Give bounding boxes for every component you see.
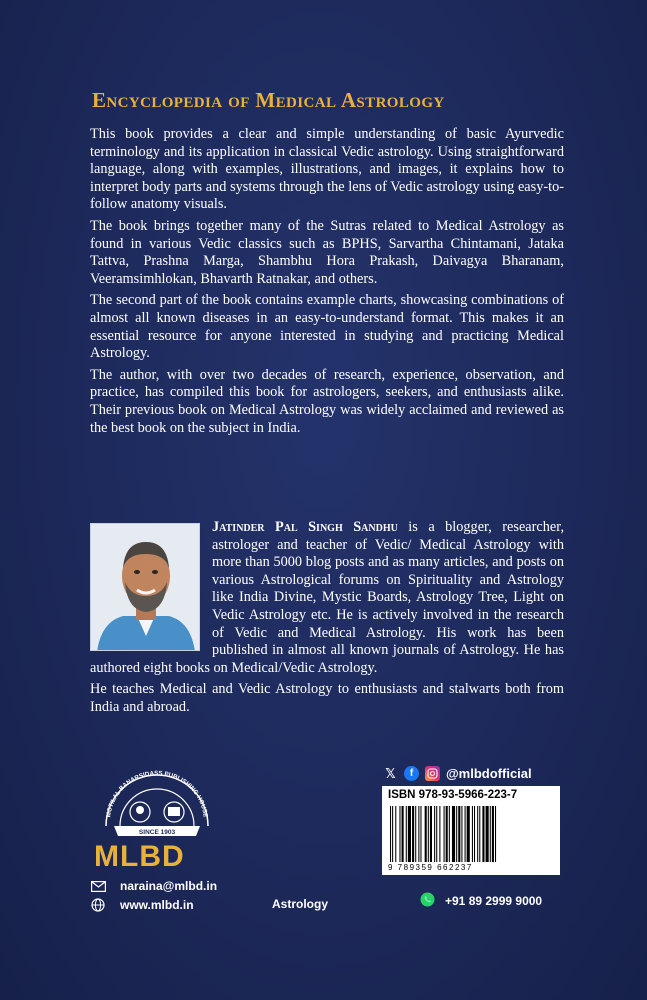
- book-category: Astrology: [272, 897, 329, 911]
- barcode-bar: [444, 806, 445, 862]
- barcode-bar: [415, 806, 416, 862]
- barcode-bar: [399, 806, 400, 862]
- barcode-bar: [482, 806, 484, 862]
- barcode-bar: [392, 806, 393, 862]
- logo-since-text: SINCE 1903: [138, 829, 176, 836]
- barcode-bar: [446, 806, 448, 862]
- globe-icon: [90, 898, 106, 912]
- description-paragraph: The second part of the book contains example charts, showcasing combinations of almost all known diseases in an easy-to-understand format. This makes it an essential resource for anyone interested in studying and practicing Medical Astrology.: [90, 292, 564, 362]
- barcode-bar: [428, 806, 429, 862]
- phone-number[interactable]: +91 89 2999 9000: [445, 894, 543, 908]
- author-bio: [90, 519, 564, 717]
- barcode-bar: [495, 806, 496, 862]
- author-bio-tail: He teaches Medical and Vedic Astrology to enthusiasts and stalwarts both from India and abroad.: [90, 681, 564, 715]
- mail-icon: [90, 879, 106, 893]
- facebook-icon[interactable]: f: [404, 766, 419, 781]
- barcode-bar: [434, 806, 435, 862]
- barcode-bar: [412, 806, 414, 862]
- instagram-icon[interactable]: [425, 766, 440, 781]
- description-paragraph: This book provides a clear and simple understanding of basic Ayurvedic terminology and its application in classical Vedic astrology. Using straightforward language, along with examples, illustrations, and images, it explains how to interpret body parts and systems through the lens of Vedic astrology using easy-to-follow anatomy visuals.: [90, 126, 564, 213]
- book-description: [90, 126, 564, 441]
- book-title: Encyclopedia of Medical Astrology: [92, 88, 445, 112]
- description-paragraph: The book brings together many of the Sutras related to Medical Astrology as found in various Vedic classics such as BPHS, Sarvartha Chintamani, Jataka Tattva, Prashna Marga, Shambhu Hora Prakash, Daivagya Bharanam, Veeramsimhlokan, Bhavarth Ratnakar, and others.: [90, 217, 564, 287]
- barcode-bar: [474, 806, 475, 862]
- barcode-bar: [395, 806, 396, 862]
- barcode-bar: [452, 806, 455, 862]
- website-row: [90, 897, 194, 913]
- whatsapp-icon: [420, 892, 435, 910]
- description-paragraph: The author, with over two decades of research, experience, observation, and practice, has compiled this book for astrologers, seekers, and enthusiasts alike. Their previous book on Medical Astrology was widely acclaimed and reviewed as the best book on the subject in India.: [90, 366, 564, 436]
- barcode-bar: [492, 806, 494, 862]
- barcode-bar: [408, 806, 411, 862]
- logo-ring-text: MOTILAL BANARSIDASS PUBLISHING HOUSE: [105, 770, 209, 818]
- email-row: [90, 878, 217, 894]
- barcode-bar: [425, 806, 427, 862]
- social-handle[interactable]: @mlbdofficial: [446, 766, 532, 781]
- barcode-bar: [402, 806, 404, 862]
- barcode-bar: [436, 806, 437, 862]
- barcode-bar: [461, 806, 462, 862]
- phone-row: [420, 892, 542, 910]
- author-name: Jatinder Pal Singh Sandhu: [212, 519, 398, 535]
- barcode-bar: [486, 806, 489, 862]
- barcode-bar: [439, 806, 440, 862]
- barcode-bar: [456, 806, 457, 862]
- barcode-bar: [477, 806, 478, 862]
- barcode-bar: [472, 806, 473, 862]
- barcode-graphic: [390, 806, 552, 862]
- barcode-bar: [449, 806, 450, 862]
- barcode-bar: [420, 806, 421, 862]
- barcode-bar: [465, 806, 466, 862]
- barcode-bar: [479, 806, 480, 862]
- barcode-bar: [467, 806, 470, 862]
- svg-text:MOTILAL BANARSIDASS PUBLISHING: [105, 770, 209, 818]
- publisher-brand: MLBD: [94, 840, 185, 873]
- x-icon[interactable]: 𝕏: [385, 765, 396, 781]
- isbn-label: ISBN 978-93-5966-223-7: [388, 789, 518, 801]
- barcode-bar: [430, 806, 432, 862]
- social-links: [383, 766, 532, 781]
- barcode-bar: [418, 806, 419, 862]
- barcode-bar: [406, 806, 407, 862]
- publisher-email[interactable]: naraina@mlbd.in: [120, 879, 218, 893]
- isbn-barcode: [382, 786, 560, 875]
- author-photo: [90, 523, 200, 651]
- isbn-digits: 9 789359 662237: [388, 863, 473, 872]
- barcode-bar: [490, 806, 491, 862]
- barcode-bar: [458, 806, 460, 862]
- author-bio-body: is a blogger, researcher, astrologer and teacher of Vedic/ Medical Astrology with more than 5000 blog posts and as many articles, and posts on various Astrological forums on Spirituality and Astrology like India Divine, Mystic Boards, Astrology Tree, Light on Vedic Astrology etc. He is actively involved in the research of Vedic and Medical Astrology. His work has been published in almost all known journals of Astrology. He has authored eight books on Medical/Vedic Astrology.: [90, 519, 565, 676]
- publisher-website[interactable]: www.mlbd.in: [120, 898, 194, 912]
- barcode-bar: [390, 806, 391, 862]
